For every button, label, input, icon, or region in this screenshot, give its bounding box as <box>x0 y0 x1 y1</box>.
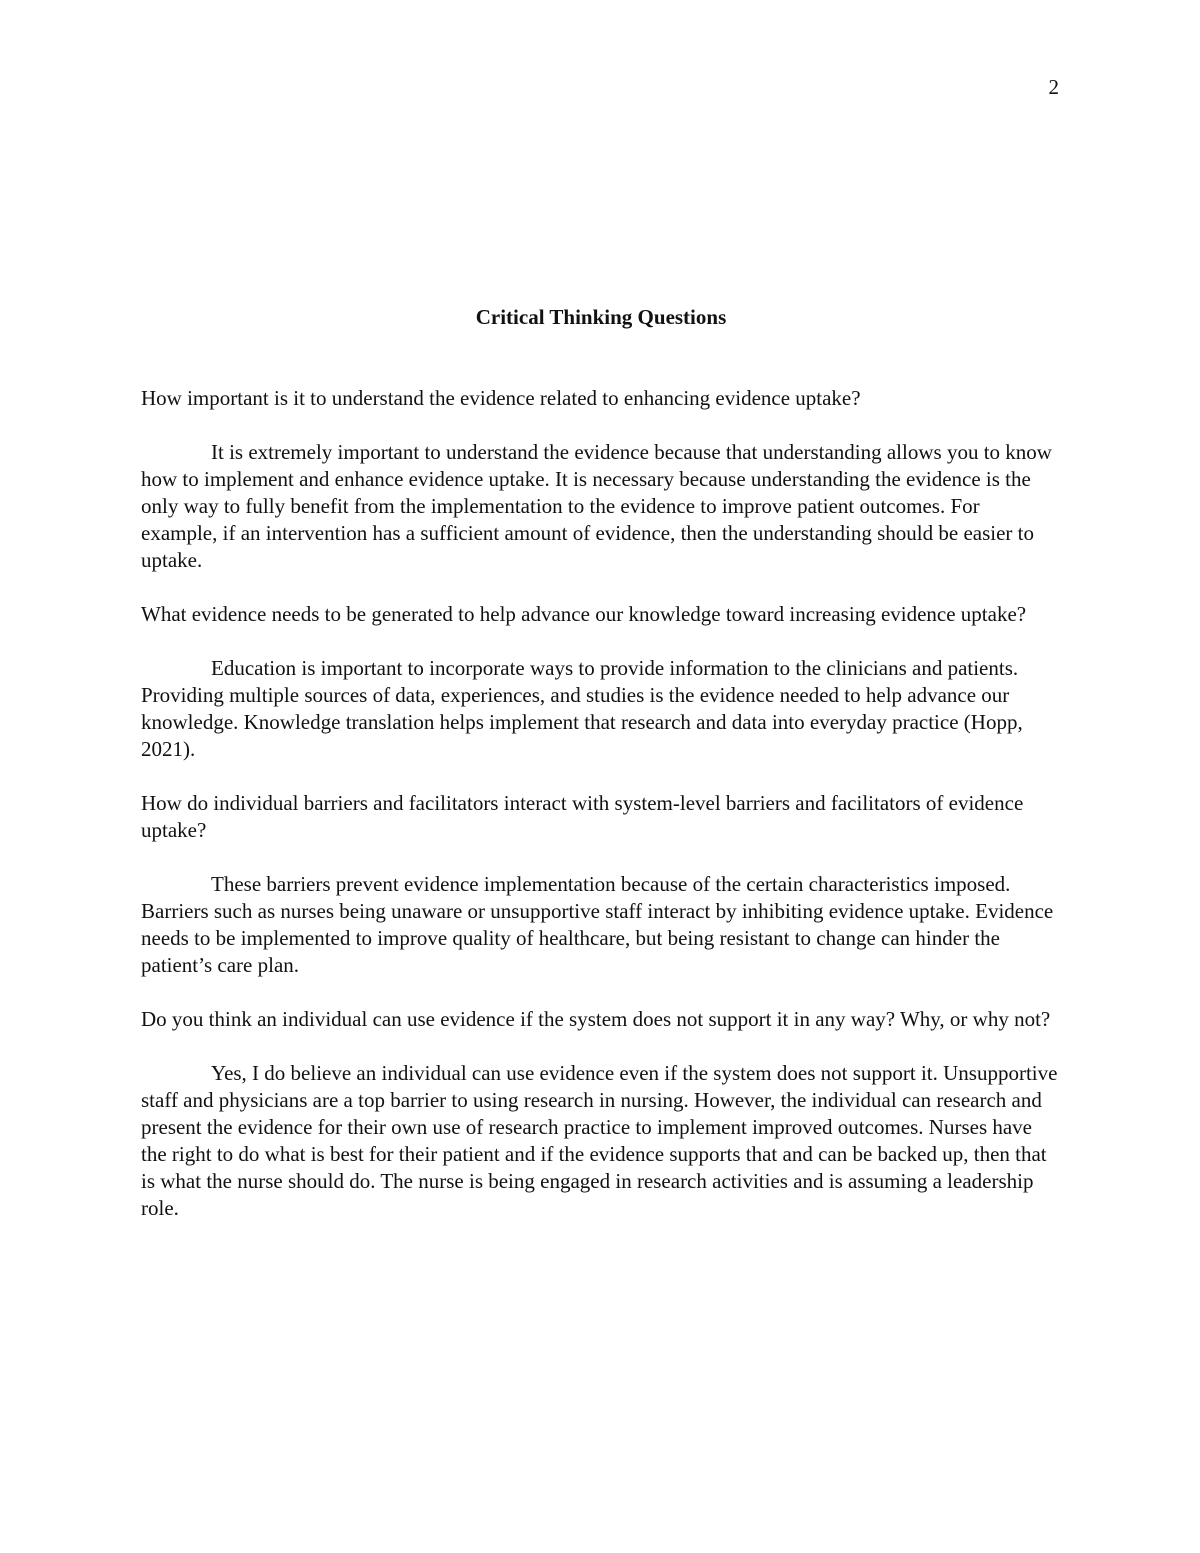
answer-paragraph: Education is important to incorporate ways to provide information to the clinicians and patients. Providing multiple sources of data, experiences, and studies is the evidence needed to help advance our knowledge. Knowledge translation helps implement that research and data into everyday practice (Hopp, 2021). <box>141 656 1023 761</box>
question-paragraph: Do you think an individual can use evidence if the system does not support it in any way? Why, or why not? <box>141 1007 1051 1031</box>
question-paragraph: How do individual barriers and facilitators interact with system-level barriers and facilitators of evidence uptake? <box>141 791 1024 842</box>
answer-paragraph: Yes, I do believe an individual can use evidence even if the system does not support it. Unsupportive staff and physicians are a top barrier to using research in nursing. However, the individual can research and present the evidence for their own use of research practice to implement improved outcomes. Nurses have the right to do what is best for their patient and if the evidence supports that and can be backed up, then that is what the nurse should do. The nurse is being engaged in research activities and is assuming a leadership role. <box>141 1061 1058 1220</box>
document-body <box>141 304 1061 1249</box>
qa-section-2 <box>141 601 1061 763</box>
answer-paragraph: These barriers prevent evidence implementation because of the certain characteristics imposed. Barriers such as nurses being unaware or unsupportive staff interact by inhibiting evidence uptake. Evidence needs to be implemented to improve quality of healthcare, but being resistant to change can hinder the patient’s care plan. <box>141 872 1054 977</box>
qa-section-1 <box>141 385 1061 574</box>
question-paragraph: How important is it to understand the evidence related to enhancing evidence uptake? <box>141 386 861 410</box>
page-number: 2 <box>1048 75 1059 99</box>
page-title: Critical Thinking Questions <box>475 305 727 329</box>
qa-section-3 <box>141 790 1061 979</box>
question-paragraph: What evidence needs to be generated to help advance our knowledge toward increasing evidence uptake? <box>141 602 1027 626</box>
answer-paragraph: It is extremely important to understand the evidence because that understanding allows you to know how to implement and enhance evidence uptake. It is necessary because understanding the evidence is the only way to fully benefit from the implementation to the evidence to improve patient outcomes. For example, if an intervention has a sufficient amount of evidence, then the understanding should be easier to uptake. <box>141 440 1052 572</box>
qa-section-4 <box>141 1006 1061 1222</box>
